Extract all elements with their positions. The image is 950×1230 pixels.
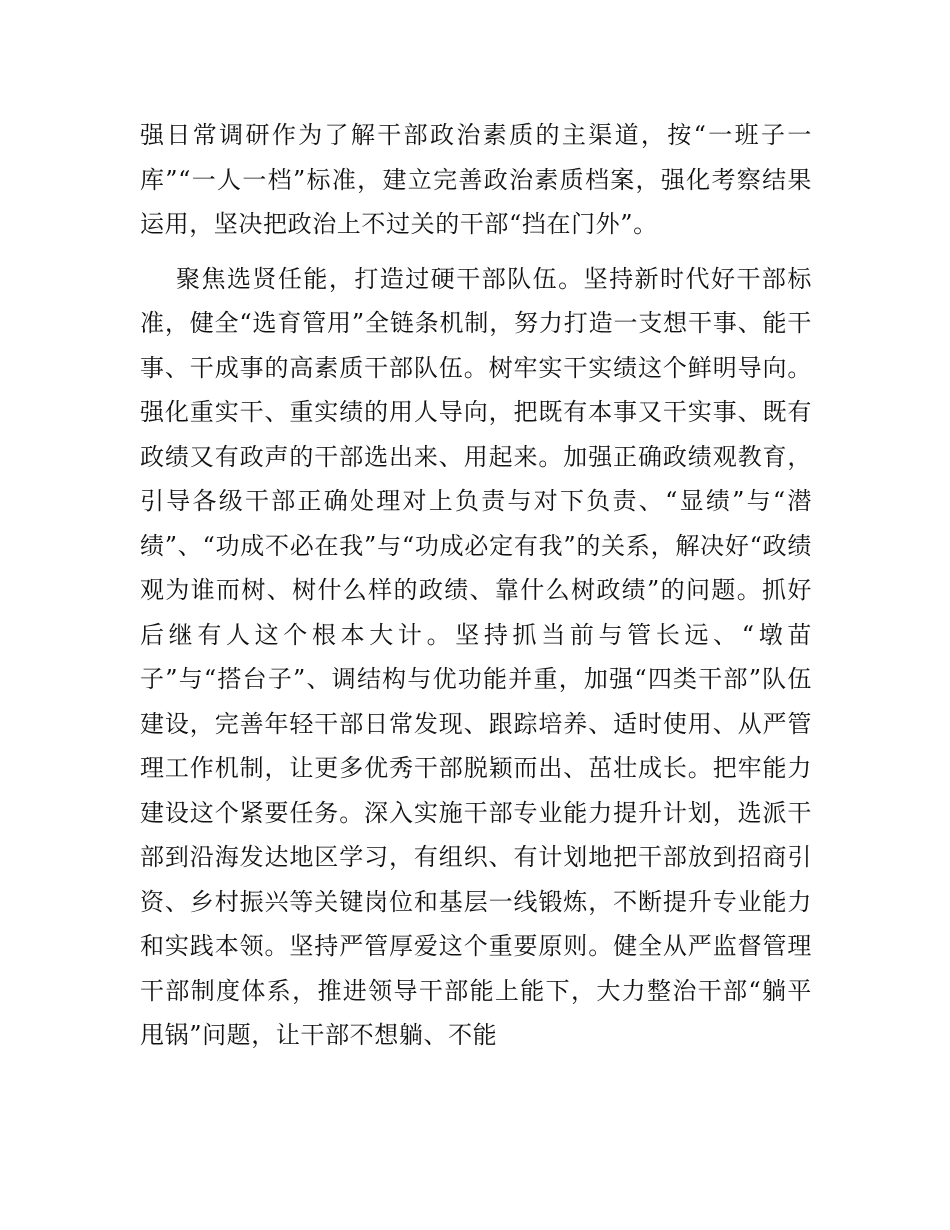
document-body bbox=[140, 113, 812, 1068]
paragraph-continuation: 强日常调研作为了解干部政治素质的主渠道，按“一班子一库”“一人一档”标准，建立完善政治素质档案，强化考察结果运用，坚决把政治上不过关的干部“挡在门外”。 bbox=[140, 121, 812, 238]
paragraph-cadre-selection: 聚焦选贤任能，打造过硬干部队伍。坚持新时代好干部标准，健全“选育管用”全链条机制，努力打造一支想干事、能干事、干成事的高素质干部队伍。树牢实干实绩这个鲜明导向。强化重实干、重实绩的用人导向，把既有本事又干实事、既有政绩又有政声的干部选出来、用起来。加强正确政绩观教育，引导各级干部正确处理对上负责与对下负责、“显绩”与“潜绩”、“功成不必在我”与“功成必定有我”的关系，解决好“政绩观为谁而树、树什么样的政绩、靠什么树政绩”的问题。抓好后继有人这个根本大计。坚持抓当前与管长远、“墩苗子”与“搭台子”、调结构与优功能并重，加强“四类干部”队伍建设，完善年轻干部日常发现、跟踪培养、适时使用、从严管理工作机制，让更多优秀干部脱颖而出、茁壮成长。把牢能力建设这个紧要任务。深入实施干部专业能力提升计划，选派干部到沿海发达地区学习，有组织、有计划地把干部放到招商引资、乡村振兴等关键岗位和基层一线锻炼，不断提升专业能力和实践本领。坚持严管厚爱这个重要原则。健全从严监督管理干部制度体系，推进领导干部能上能下，大力整治干部“躺平甩锅”问题，让干部不想躺、不能 bbox=[140, 264, 812, 1049]
